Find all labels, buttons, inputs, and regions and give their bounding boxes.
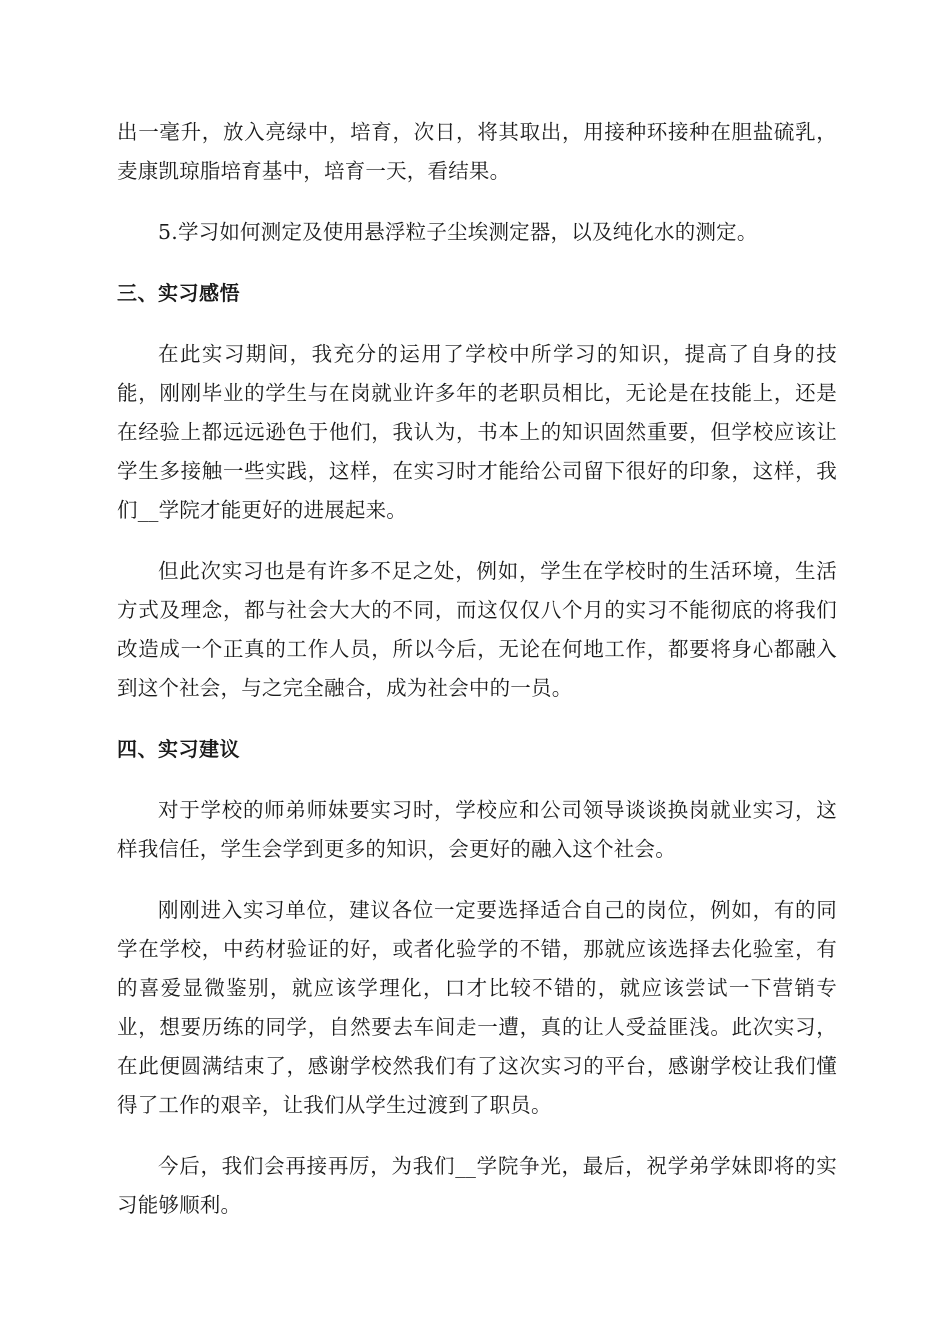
paragraph-item-5-particle-test: 5.学习如何测定及使用悬浮粒子尘埃测定器，以及纯化水的测定。 [158, 220, 758, 244]
section-heading-insights: 三、实习感悟 [117, 281, 240, 305]
document-body [117, 113, 837, 1247]
paragraph-insights-1: 在此实习期间，我充分的运用了学校中所学习的知识，提高了自身的技能，刚刚毕业的学生与在岗就业许多年的老职员相比，无论是在技能上，还是在经验上都远远逊色于他们，我认为，书本上的知识固然重要，但学校应该让学生多接触一些实践，这样，在实习时才能给公司留下很好的印象，这样，我们__学院才能更好的进展起来。 [117, 342, 837, 522]
paragraph-insights-2: 但此次实习也是有许多不足之处，例如，学生在学校时的生活环境，生活方式及理念，都与社会大大的不同，而这仅仅八个月的实习不能彻底的将我们改造成一个正真的工作人员，所以今后，无论在何地工作，都要将身心都融入到这个社会，与之完全融合，成为社会中的一员。 [117, 559, 837, 700]
paragraph-continued-culture-steps: 出一毫升，放入亮绿中，培育，次日，将其取出，用接种环接种在胆盐硫乳，麦康凯琼脂培育基中，培育一天，看结果。 [117, 120, 837, 183]
section-heading-suggestions: 四、实习建议 [117, 737, 240, 761]
paragraph-closing: 今后，我们会再接再厉，为我们__学院争光，最后，祝学弟学妹即将的实习能够顺利。 [117, 1154, 837, 1217]
paragraph-suggestions-1: 对于学校的师弟师妹要实习时，学校应和公司领导谈谈换岗就业实习，这样我信任，学生会学到更多的知识，会更好的融入这个社会。 [117, 798, 837, 861]
paragraph-suggestions-2: 刚刚进入实习单位，建议各位一定要选择适合自己的岗位，例如，有的同学在学校，中药材验证的好，或者化验学的不错，那就应该选择去化验室，有的喜爱显微鉴别，就应该学理化，口才比较不错的，就应该尝试一下营销专业，想要历练的同学，自然要去车间走一遭，真的让人受益匪浅。此次实习，在此便圆满结束了，感谢学校然我们有了这次实习的平台，感谢学校让我们懂得了工作的艰辛，让我们从学生过渡到了职员。 [117, 898, 837, 1117]
